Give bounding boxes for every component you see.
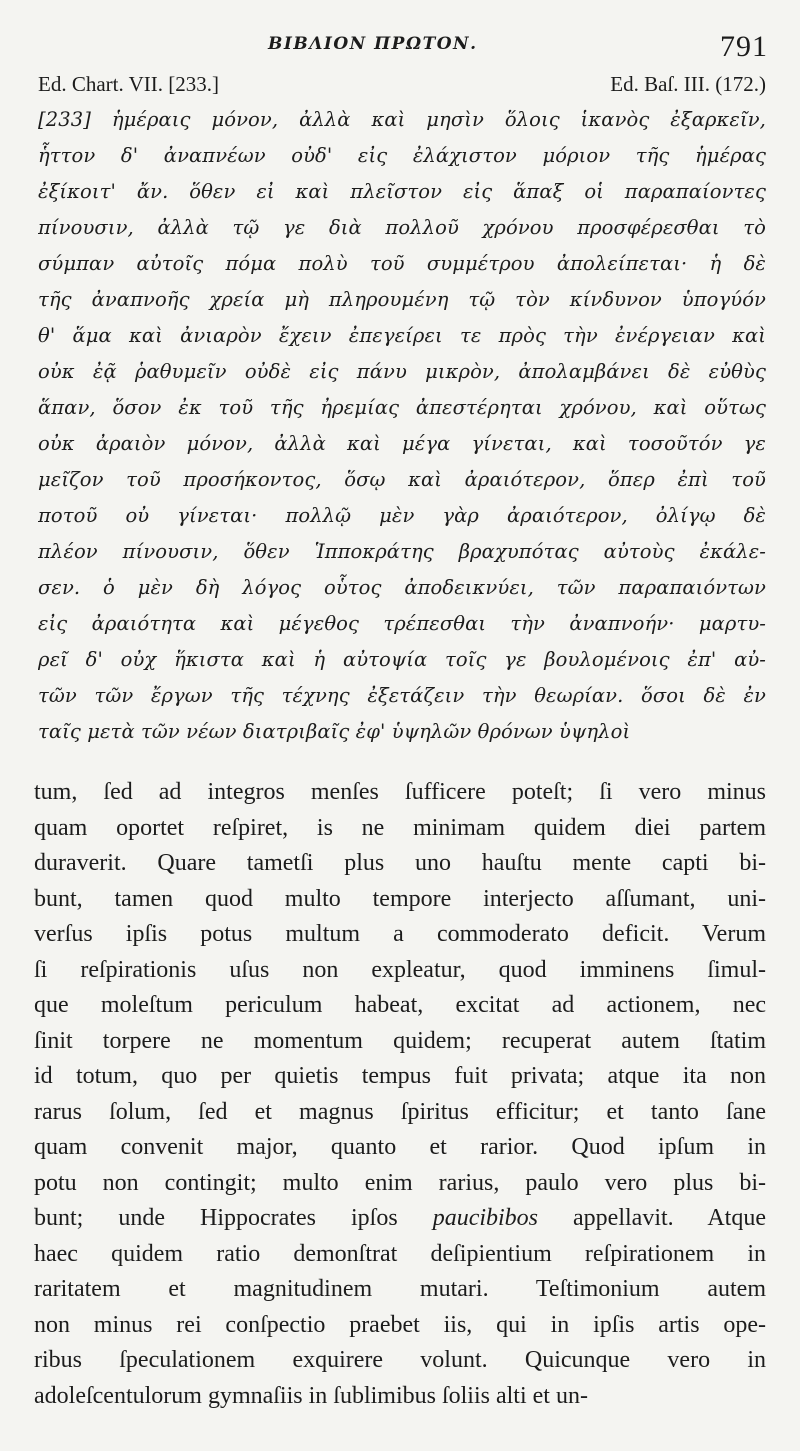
latin-line: quam oportet reſpiret, is ne minimam quidem diei partem xyxy=(34,814,766,841)
greek-line: εἰς ἀραιότητα καὶ μέγεθος τρέπεσθαι τὴν ἀναπνοήν· μαρτυ- xyxy=(38,612,766,635)
latin-line: id totum, quo per quietis tempus fuit privata; atque ita non xyxy=(34,1063,766,1089)
latin-line: raritatem et magnitudinem mutari. Teſtimonium autem xyxy=(34,1276,766,1302)
latin-line: tum, ſed ad integros menſes ſufficere poteſt; ſi vero minus xyxy=(34,779,766,805)
greek-line: οὐκ ἀραιὸν μόνον, ἀλλὰ καὶ μέγα γίνεται, καὶ τοσοῦτόν γε xyxy=(38,432,766,455)
latin-line: quam convenit major, quanto et rarior. Quod ipſum in xyxy=(34,1134,766,1160)
greek-line: μεῖζον τοῦ προσήκοντος, ὅσῳ καὶ ἀραιότερον, ὅπερ ἐπὶ τοῦ xyxy=(38,468,766,491)
greek-line: οὐκ ἐᾷ ῥαθυμεῖν οὐδὲ εἰς πάνυ μικρὸν, ἀπολαμβάνει δὲ εὐθὺς xyxy=(38,360,766,383)
latin-line: potu non contingit; multo enim rarius, paulo vero plus bi- xyxy=(34,1169,766,1196)
greek-line: ταῖς μετὰ τῶν νέων διατριβαῖς ἐφ' ὑψηλῶν θρόνων ὑψηλοὶ xyxy=(38,720,631,743)
running-head xyxy=(0,30,800,66)
latin-line: adoleſcentulorum gymnaſiis in ſublimibus ſoliis alti et un- xyxy=(34,1382,588,1409)
greek-text-block xyxy=(38,102,766,750)
latin-line: haec quidem ratio demonſtrat deſipientium reſpirationem in xyxy=(34,1240,766,1267)
latin-line: duraverit. Quare tametſi plus uno hauſtu mente capti bi- xyxy=(34,850,766,876)
greek-line: πλέον πίνουσιν, ὅθεν Ἱπποκράτης βραχυπότας αὐτοὺς ἐκάλε- xyxy=(38,540,766,563)
latin-line: bunt, tamen quod multo tempore interjecto aſſumant, uni- xyxy=(34,885,766,912)
greek-line: πίνουσιν, ἀλλὰ τῷ γε διὰ πολλοῦ χρόνου προσφέρεσθαι τὸ xyxy=(38,216,766,239)
greek-line: ἐξίκοιτ' ἄν. ὅθεν εἰ καὶ πλεῖστον εἰς ἅπαξ οἱ παραπαίοντες xyxy=(38,180,766,203)
latin-text-block xyxy=(34,775,766,1414)
greek-line: [233] ἡμέραις μόνον, ἀλλὰ καὶ μησὶν ὅλοις ἱκανὸς ἐξαρκεῖν, xyxy=(38,108,766,131)
greek-line: ποτοῦ οὐ γίνεται· πολλῷ μὲν γὰρ ἀραιότερον, ὀλίγῳ δὲ xyxy=(38,504,766,527)
italic-term: paucibibos xyxy=(432,1205,539,1231)
running-title: ΒΙΒΛΙΟΝ ΠΡΩΤΟΝ. xyxy=(268,34,478,54)
edition-reference-line xyxy=(38,72,766,100)
greek-line: τῶν τῶν ἔργων τῆς τέχνης ἐξετάζειν τὴν θεωρίαν. ὅσοι δὲ ἐν xyxy=(38,684,766,707)
latin-line: non minus rei conſpectio praebet iis, qui in ipſis artis ope- xyxy=(34,1311,766,1338)
greek-line: ἅπαν, ὅσον ἐκ τοῦ τῆς ἠρεμίας ἀπεστέρηται χρόνου, καὶ οὕτως xyxy=(38,396,766,419)
page-number: 791 xyxy=(720,30,768,63)
greek-line: ρεῖ δ' οὐχ ἥκιστα καὶ ἡ αὐτοψία τοῖς γε βουλομένοις ἐπ' αὐ- xyxy=(38,648,766,671)
latin-line: ſinit torpere ne momentum quidem; recuperat autem ſtatim xyxy=(34,1027,766,1054)
edition-reference-left: Ed. Chart. VII. [233.] xyxy=(38,72,219,96)
latin-line: que moleſtum periculum habeat, excitat ad actionem, nec xyxy=(34,992,766,1018)
greek-line: σύμπαν αὐτοῖς πόμα πολὺ τοῦ συμμέτρου ἀπολείπεται· ἡ δὲ xyxy=(38,252,766,275)
greek-line: ἧττον δ' ἀναπνέων οὐδ' εἰς ἐλάχιστον μόριον τῆς ἡμέρας xyxy=(38,144,766,167)
latin-line: rarus ſolum, ſed et magnus ſpiritus efficitur; et tanto ſane xyxy=(34,1098,766,1125)
latin-line: bunt; unde Hippocrates ipſos paucibibos appellavit. Atque xyxy=(34,1205,766,1231)
greek-line: σεν. ὁ μὲν δὴ λόγος οὗτος ἀποδεικνύει, τῶν παραπαιόντων xyxy=(38,576,766,599)
latin-line: ribus ſpeculationem exquirere volunt. Quicunque vero in xyxy=(34,1347,766,1373)
latin-line: verſus ipſis potus multum a commoderato deficit. Verum xyxy=(34,921,766,947)
greek-line: θ' ἅμα καὶ ἀνιαρὸν ἔχειν ἐπεγείρει τε πρὸς τὴν ἐνέργειαν καὶ xyxy=(38,324,766,347)
edition-reference-right: Ed. Baſ. III. (172.) xyxy=(610,72,766,96)
greek-line: τῆς ἀναπνοῆς χρεία μὴ πληρουμένη τῷ τὸν κίνδυνον ὑπογύόν xyxy=(38,288,766,311)
latin-line: ſi reſpirationis uſus non expleatur, quod imminens ſimul- xyxy=(34,956,766,983)
